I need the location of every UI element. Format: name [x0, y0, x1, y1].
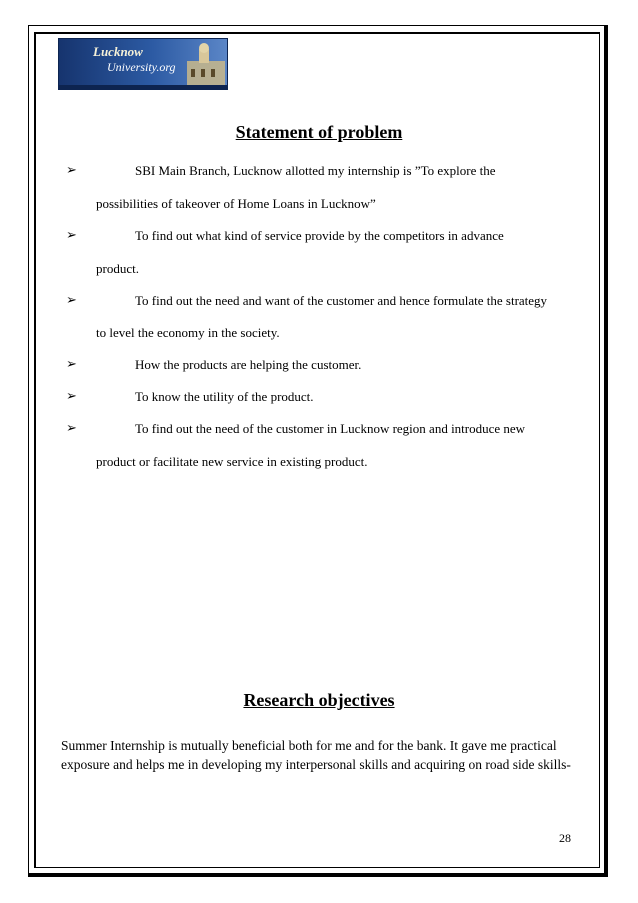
bullet-text-continued: product.	[96, 261, 139, 276]
logo-text-line2: University.org	[107, 60, 176, 74]
bullet-text: SBI Main Branch, Lucknow allotted my internship is ”To explore the	[135, 163, 496, 178]
bullet-text: To find out the need and want of the customer and hence formulate the strategy	[135, 293, 548, 308]
bullet-arrow-icon: ➢	[66, 228, 77, 243]
bullet-arrow-icon: ➢	[66, 357, 77, 372]
page-number: 28	[559, 831, 571, 845]
logo-text-line1: Lucknow	[93, 44, 143, 59]
bullet-text: To find out what kind of service provide by the competitors in advance	[135, 228, 504, 243]
bullet-arrow-icon: ➢	[66, 389, 77, 404]
bullet-arrow-icon: ➢	[66, 163, 77, 178]
research-objectives-paragraph: Summer Internship is mutually beneficial both for me and for the bank. It gave me practical exposure and helps me in developing my interpersonal skills and acquiring on road side skills-	[61, 738, 571, 772]
lucknow-university-logo	[58, 38, 228, 90]
section-title-research-objectives: Research objectives	[243, 690, 395, 710]
bullet-text-continued: product or facilitate new service in existing product.	[96, 454, 368, 469]
bullet-text-continued: to level the economy in the society.	[96, 325, 280, 340]
bullet-arrow-icon: ➢	[66, 421, 77, 436]
bullet-text: How the products are helping the customer.	[135, 357, 362, 372]
bullet-text: To find out the need of the customer in Lucknow region and introduce new	[135, 421, 526, 436]
bullet-arrow-icon: ➢	[66, 293, 77, 308]
section-title-statement-of-problem: Statement of problem	[235, 122, 403, 142]
bullet-text-continued: possibilities of takeover of Home Loans in Lucknow”	[96, 196, 376, 211]
bullet-text: To know the utility of the product.	[135, 389, 314, 404]
